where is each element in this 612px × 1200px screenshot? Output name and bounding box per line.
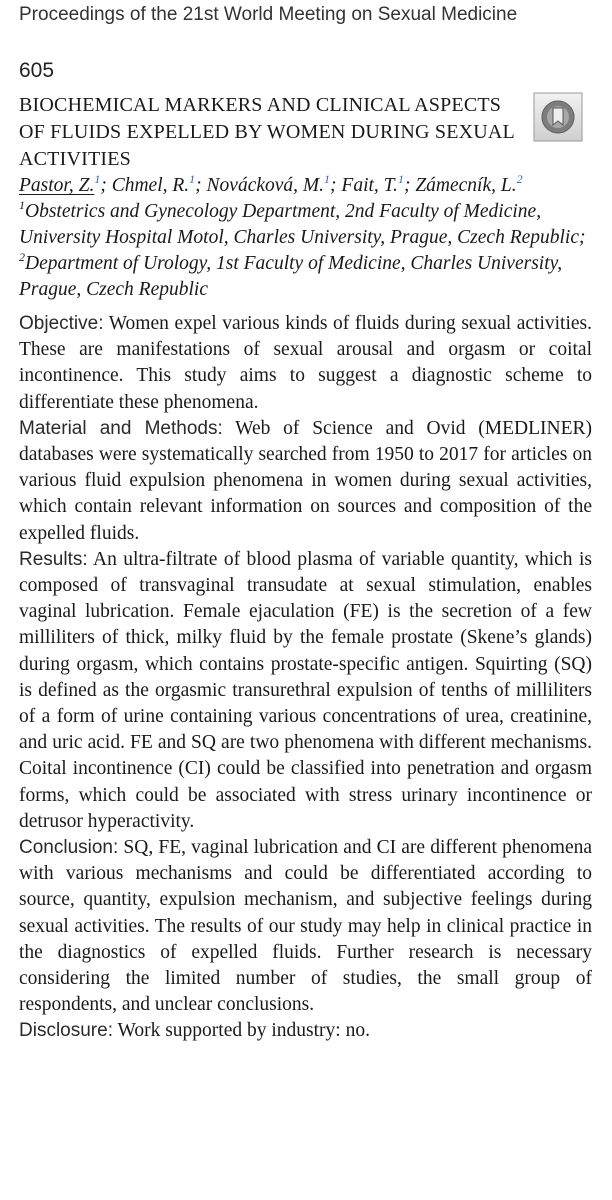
affiliation-marker[interactable]: 2 [516,172,523,186]
affiliation-number: 2 [19,250,25,264]
title-row [19,92,592,173]
affiliations [19,199,592,303]
affiliation-marker[interactable]: 1 [324,172,331,186]
section-heading: Material and Methods: [19,417,223,439]
section-heading: Disclosure: [19,1020,113,1042]
affiliation-text: Department of Urology, 1st Faculty of Medicine, Charles University, Prague, Czech Republic [19,253,563,300]
section-body: An ultra-filtrate of blood plasma of variable quantity, which is composed of transvaginal transudate at sexual stimulation, enables vaginal lubrication. Female ejaculation (FE) is the secretion of a few milliliters of thick, milky fluid by the female prostate (Skene’s glands) during orgasm, which contains prostate-specific antigen. Squirting (SQ) is defined as the orgasmic transurethral expulsion of tenths of milliliters of a form of urine containing various concentrations of urea, creatinine, and uric acid. FE and SQ are two phenomena with different mechanisms. Coital incontinence (CI) could be classified into penetration and orgasm forms, which could be associated with stress urinary incontinence or detrusor hyperactivity. [19,548,592,832]
objective-section [19,311,592,416]
section-heading: Objective: [19,313,104,334]
section-body: SQ, FE, vaginal lubrication and CI are different phenomena with various mechanisms and could be differentiated according to source, quantity, expulsion mechanism, and subjective feelings during sexual activities. The results of our study may help in clinical practice in the diagnostics of expelled fluids. Further research is necessary considering the limited number of studies, the small group of respondents, and unclear conclusions. [19,837,592,1016]
author-name[interactable]: Pastor, Z. [19,175,95,196]
author-name: Chmel, R. [111,175,190,196]
author-separator: ; [403,175,416,196]
running-header: Proceedings of the 21st World Meeting on Sexual Medicine [19,4,518,25]
affiliation-marker[interactable]: 1 [397,172,404,186]
section-body: Work supported by industry: no. [112,1020,370,1042]
author-name: Zámecník, L. [415,175,517,196]
author-separator: ; [330,175,342,196]
results-section [19,547,592,835]
crossmark-icon[interactable] [533,92,583,142]
author-list [19,173,592,199]
section-body: Women expel various kinds of fluids during sexual activities. These are manifestations of sexual arousal and orgasm or coital incontinence. This study aims to suggest a diagnostic scheme to differentiate these phenomena. [19,313,592,413]
disclosure-section [19,1018,592,1044]
section-heading: Results: [19,548,88,570]
abstract-number: 605 [19,59,55,82]
affiliation-marker[interactable]: 1 [189,172,196,186]
affiliation-text: Obstetrics and Gynecology Department, 2nd Faculty of Medicine, University Hospital Motol, Charles University, Prague, Czech Republic; [19,201,586,248]
methods-section [19,416,592,547]
author-separator: ; [100,175,112,196]
affiliation-number: 1 [19,198,25,212]
section-heading: Conclusion: [19,837,119,859]
conclusion-section [19,835,592,1018]
author-name: Novácková, M. [206,175,325,196]
affiliation-marker[interactable]: 1 [94,172,101,186]
author-separator: ; [195,175,207,196]
abstract-title: BIOCHEMICAL MARKERS AND CLINICAL ASPECTS OF FLUIDS EXPELLED BY WOMEN DURING SEXUAL ACTIVITIES [19,94,515,170]
author-name: Fait, T. [341,175,398,196]
section-body: Web of Science and Ovid (MEDLINER) databases were systematically searched from 1950 to 2017 for articles on various fluid expulsion phenomena in women during sexual activities, which contain relevant information on sources and composition of the expelled fluids. [19,417,592,544]
